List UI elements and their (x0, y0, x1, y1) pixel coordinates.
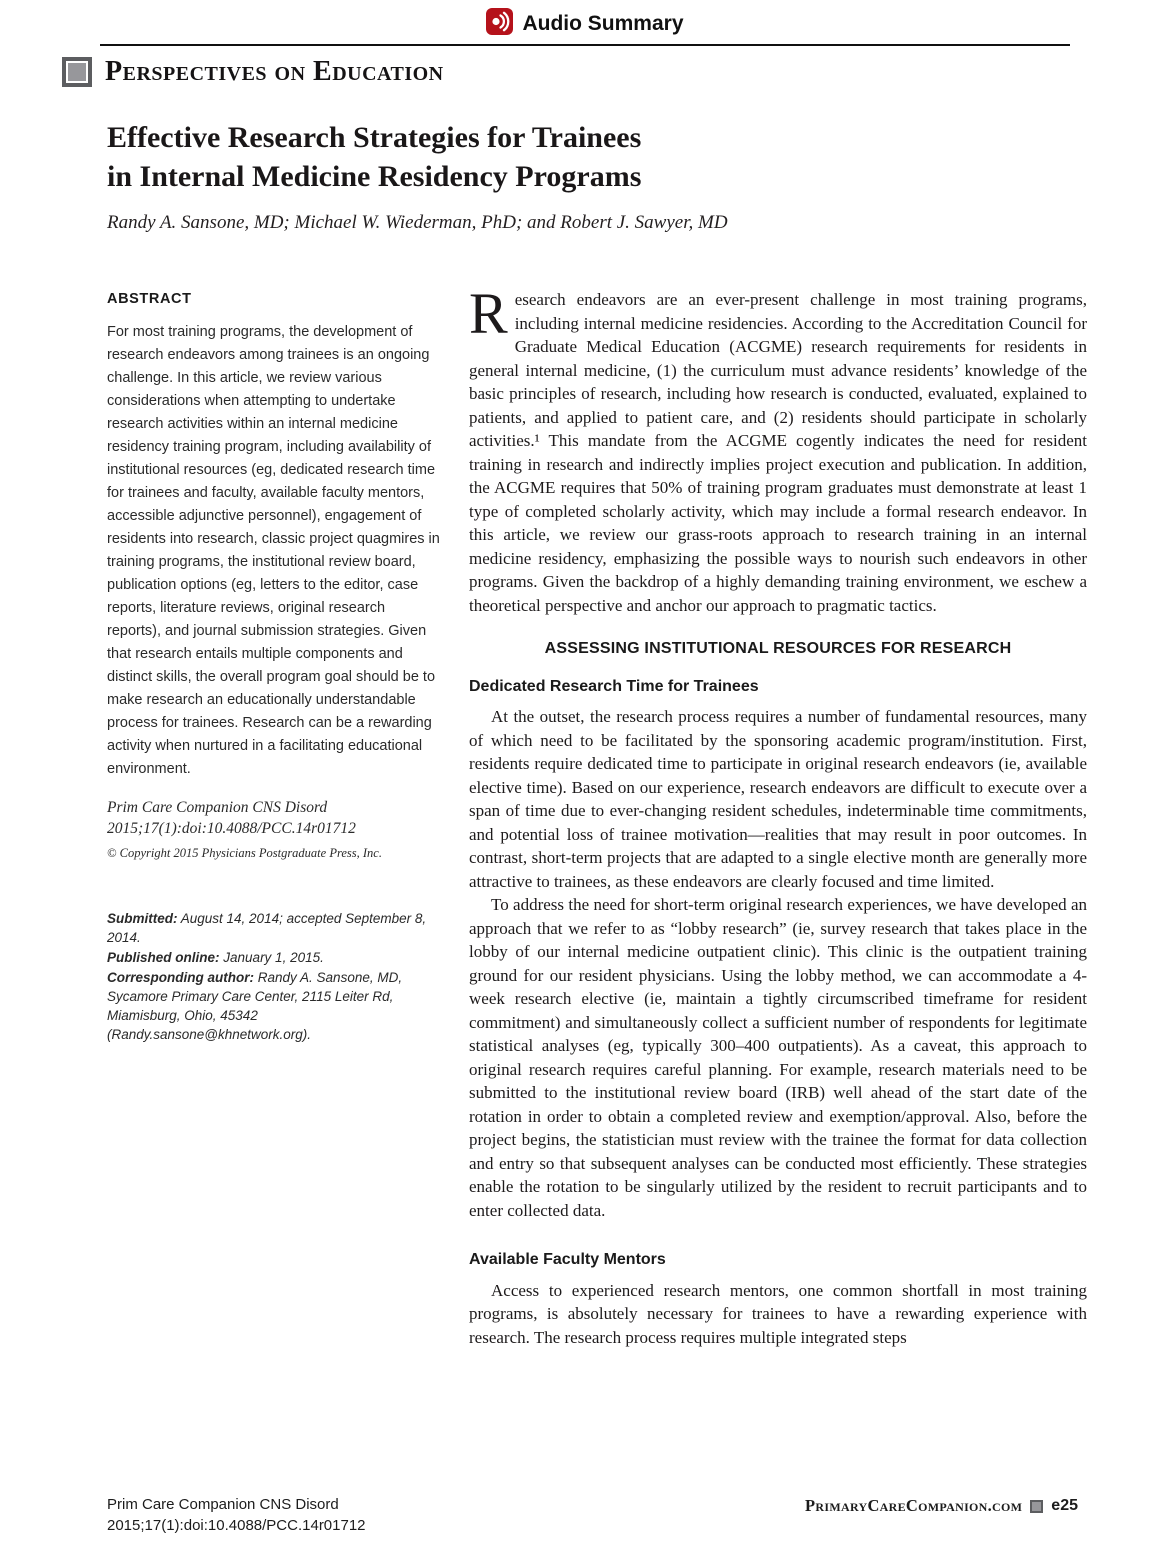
corresponding-label: Corresponding author: (107, 970, 254, 985)
article-title (107, 118, 1078, 196)
corresponding-text: Randy A. Sansone, MD, Sycamore Primary Care Center, 2115 Leiter Rd, Miamisburg, Ohio, 45342 (Randy.sansone@khnetwork.org). (107, 970, 403, 1042)
intro-text: esearch endeavors are an ever-present challenge in most training programs, including internal medicine residencies. According to the Accreditation Council for Graduate Medical Education (ACGME) research requirements for residents in general internal medicine, (1) the curriculum must advance residents’ knowledge of the basic principles of research, including how research is conducted, evaluated, explained to patients, and applied to patient care, and (2) residents should participate in scholarly activities.¹ This mandate from the ACGME cogently indicates the need for resident training in research and indirectly implies project execution and publication. In addition, the ACGME requires that 50% of training program graduates must demonstrate at least 1 type of completed scholarly activity, which may include a formal research endeavor. In this article, we review our grass-roots approach to research training in an internal medicine residency, emphasizing the possible ways to nourish such endeavors in other programs. Given the backdrop of a highly demanding training environment, we eschew a theoretical perspective and anchor our approach to pragmatic tactics. (469, 290, 1087, 615)
corresponding-line (107, 968, 443, 1044)
published-text: January 1, 2015. (223, 950, 324, 965)
paragraph-faculty-mentors: Access to experienced research mentors, one common shortfall in most training programs, is absolutely necessary for trainees to have a rewarding experience with research. The research process requires multiple integrated steps (469, 1280, 1087, 1347)
footer-site-name: PrimaryCareCompanion.com (805, 1496, 1023, 1515)
copyright-line: © Copyright 2015 Physicians Postgraduate Press, Inc. (107, 846, 382, 860)
footer-citation-line2: 2015;17(1):doi:10.4088/PCC.14r01712 (107, 1517, 366, 1534)
dropcap-letter: R (469, 281, 508, 346)
author-byline: Randy A. Sansone, MD; Michael W. Wiederman, PhD; and Robert J. Sawyer, MD (107, 212, 728, 233)
footer-page-number: e25 (1051, 1497, 1078, 1514)
published-line (107, 948, 443, 967)
article-title-line2: in Internal Medicine Residency Programs (107, 160, 642, 193)
subheading-dedicated-research-time: Dedicated Research Time for Trainees (469, 677, 759, 695)
submitted-label: Submitted: (107, 911, 178, 926)
paragraph-research-time-2: To address the need for short-term original research experiences, we have developed an approach that we refer to as “lobby research” (ie, survey research that takes place in the lobby of our internal medicine outpatient clinic). This clinic is the outpatient training ground for our resident physicians. Using the lobby method, we can accommodate a 4-week research elective (ie, maintain a tightly circumscribed timeframe for resident commitment) and simultaneously collect a sufficient number of respondents for legitimate statistical analyses (eg, typically 300–400 outpatients). As a caveat, this approach to original research requires careful planning. For example, research materials need to be submitted to the institutional review board (IRB) well ahead of the start date of the rotation in order to obtain a completed review and exemption/approval. Also, before the project begins, the statistician must review with the trainee the format for data collection and entry so that subsequent analyses can be conducted most efficiently. These strategies enable the rotation to be singularly utilized by the resident to recruit participants and to enter collected data. (469, 895, 1087, 1220)
page-footer (107, 1494, 1078, 1536)
section-banner-title: Perspectives on Education (105, 56, 444, 87)
citation-doi: 2015;17(1):doi:10.4088/PCC.14r01712 (107, 820, 356, 837)
content-columns (107, 281, 1087, 1349)
footer-citation (107, 1494, 366, 1536)
abstract-text: For most training programs, the development of research endeavors among trainees is an ongoing challenge. In this article, we review various considerations when attempting to undertake research activities within an internal medicine residency training program, including availability of institutional resources (eg, dedicated research time for trainees and faculty, available faculty mentors, accessible adjunctive personnel), engagement of residents into research, classic project quagmires in training programs, the institutional review board, publication options (eg, letters to the editor, case reports, literature reviews, original research reports), and journal submission strategies. Given that research entails multiple components and distinct skills, the overall program goal should be to make research an educationally understandable process for trainees. Research can be a rewarding activity when nurtured in a facilitating educational environment. (107, 324, 440, 777)
citation-journal: Prim Care Companion CNS Disord (107, 799, 328, 816)
submitted-text: August 14, 2014; accepted September 8, 2014. (107, 911, 427, 945)
abstract-column (107, 288, 443, 1349)
footer-citation-line1: Prim Care Companion CNS Disord (107, 1496, 339, 1513)
intro-paragraph (469, 281, 1087, 617)
submitted-line (107, 909, 443, 947)
published-label: Published online: (107, 950, 220, 965)
submission-info (107, 909, 443, 1044)
subheading-available-faculty-mentors: Available Faculty Mentors (469, 1251, 666, 1268)
abstract-heading: ABSTRACT (107, 291, 192, 307)
section-heading-assessing-resources: ASSESSING INSTITUTIONAL RESOURCES FOR RESEARCH (544, 640, 1012, 657)
article-body-column (469, 281, 1087, 1349)
audio-summary-banner[interactable] (0, 0, 1170, 40)
journal-citation (107, 797, 443, 839)
audio-summary-label[interactable]: Audio Summary (522, 12, 684, 35)
article-title-line1: Effective Research Strategies for Trainees (107, 121, 642, 154)
paragraph-research-time-1: At the outset, the research process requires a number of fundamental resources, many of which need to be facilitated by the sponsoring academic program/institution. First, residents require dedicated time to participate in original research endeavors (ie, available elective time). Based on our experience, research endeavors are difficult to execute over a span of time due to ever-changing resident schedules, indeterminable time commitments, and potential loss of trainee motivation—realities that may result in poor outcomes. In contrast, short-term projects that are adapted to a single elective month are generally more attractive to trainees, as these endeavors are clearly focused and time limited. (469, 707, 1087, 891)
audio-summary-icon[interactable] (486, 8, 513, 40)
footer-square-icon (1030, 1500, 1043, 1513)
header-rule (100, 44, 1070, 46)
section-banner (62, 56, 1170, 88)
section-marker-icon (62, 57, 92, 87)
footer-site-block (805, 1494, 1078, 1516)
